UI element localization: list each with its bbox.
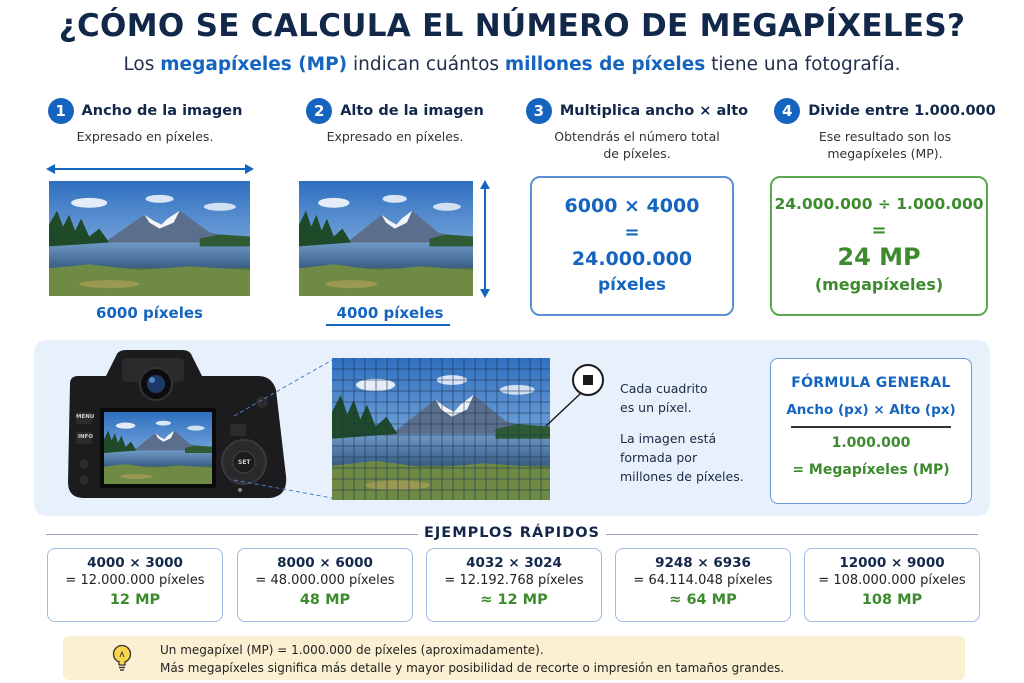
width-label: 6000 píxeles <box>96 304 203 322</box>
multiply-result-box <box>530 176 734 316</box>
example-mp: ≈ 64 MP <box>669 592 737 608</box>
example-mp: 108 MP <box>861 592 923 608</box>
example-total: = 108.000.000 píxeles <box>818 573 966 588</box>
example-dimensions: 4000 × 3000 <box>87 555 183 571</box>
example-card <box>615 548 791 622</box>
pixel-explanation <box>620 379 744 486</box>
pixel-text-line: formada por <box>620 450 698 465</box>
note-line-1: Un megapíxel (MP) = 1.000.000 de píxeles (aproximadamente). <box>160 643 544 657</box>
step-number: 3 <box>526 98 552 124</box>
example-mp: 48 MP <box>299 592 351 608</box>
camera-menu-button: MENU <box>76 414 95 420</box>
camera-set-button: SET <box>238 459 251 466</box>
fraction-line <box>791 426 951 428</box>
height-underline <box>326 324 450 326</box>
example-mp: 12 MP <box>109 592 161 608</box>
formula-numerator: Ancho (px) × Alto (px) <box>786 402 956 418</box>
multiply-expression: 6000 × 4000 <box>564 195 700 217</box>
pixels-word: píxeles <box>598 275 666 295</box>
example-dimensions: 12000 × 9000 <box>839 555 945 571</box>
zoom-lines <box>230 330 340 520</box>
example-total: = 12.192.768 píxeles <box>444 573 584 588</box>
subtitle-text: Los <box>123 54 161 75</box>
divide-result-box <box>770 176 988 316</box>
general-formula-box <box>770 358 972 504</box>
pixel-text-line: es un píxel. <box>620 400 692 415</box>
formula-denominator: 1.000.000 <box>831 434 911 451</box>
landscape-photo-height <box>299 181 473 296</box>
width-arrow-icon <box>46 162 254 176</box>
pixel-text-line: La imagen está <box>620 431 717 446</box>
formula-title: FÓRMULA GENERAL <box>791 375 951 391</box>
total-pixels: 24.000.000 <box>571 248 693 270</box>
page-title: ¿CÓMO SE CALCULA EL NÚMERO DE MEGAPÍXELES? <box>58 8 966 44</box>
step-number: 1 <box>48 98 74 124</box>
step-description: Ese resultado son los megapíxeles (MP). <box>818 129 952 161</box>
example-dimensions: 4032 × 3024 <box>466 555 562 571</box>
pixel-text-line: millones de píxeles. <box>620 469 744 484</box>
example-card <box>804 548 980 622</box>
example-card <box>47 548 223 622</box>
pixelated-image <box>332 358 550 500</box>
step-title: Multiplica ancho × alto <box>559 103 749 119</box>
step-number: 4 <box>774 98 800 124</box>
info-note <box>63 636 965 680</box>
example-card <box>426 548 602 622</box>
step-title: Divide entre 1.000.000 <box>808 103 996 119</box>
step-title: Ancho de la imagen <box>81 103 243 119</box>
height-arrow-icon <box>478 180 492 298</box>
example-mp: ≈ 12 MP <box>480 592 548 608</box>
subtitle-highlight-mp: megapíxeles (MP) <box>160 54 348 75</box>
pixel-text-line: Cada cuadrito <box>620 381 708 396</box>
divide-expression: 24.000.000 ÷ 1.000.000 <box>774 195 984 213</box>
step-description: Expresado en píxeles. <box>326 129 464 144</box>
step-2 <box>275 98 515 145</box>
landscape-photo-width <box>49 181 250 296</box>
subtitle-text: tiene una fotografía. <box>705 54 901 75</box>
equals-sign: = <box>624 222 640 243</box>
example-dimensions: 9248 × 6936 <box>655 555 751 571</box>
megapixels-result: 24 MP <box>837 243 921 271</box>
example-total: = 12.000.000 píxeles <box>65 573 205 588</box>
step-4 <box>760 98 1010 162</box>
subtitle-highlight-millions: millones de píxeles <box>504 54 706 75</box>
note-line-2: Más megapíxeles significa más detalle y mayor posibilidad de recorte o impresión en tamaños grandes. <box>160 661 785 675</box>
step-title: Alto de la imagen <box>340 103 484 119</box>
example-total: = 48.000.000 píxeles <box>255 573 395 588</box>
subtitle-text: indican cuántos <box>347 54 505 75</box>
formula-result: = Megapíxeles (MP) <box>792 461 950 478</box>
magnified-pixel-icon <box>540 362 604 432</box>
page-subtitle <box>0 54 1024 75</box>
step-number: 2 <box>306 98 332 124</box>
example-total: = 64.114.048 píxeles <box>633 573 773 588</box>
height-label: 4000 píxeles <box>336 304 444 322</box>
equals-sign: = <box>871 220 887 241</box>
step-3 <box>512 98 762 162</box>
step-description: Obtendrás el número total de píxeles. <box>554 129 720 161</box>
camera-info-button: INFO <box>78 434 94 440</box>
examples-title: EJEMPLOS RÁPIDOS <box>423 525 601 541</box>
step-description: Expresado en píxeles. <box>76 129 214 144</box>
example-dimensions: 8000 × 6000 <box>277 555 373 571</box>
megapixels-word: (megapíxeles) <box>814 275 944 294</box>
step-1 <box>25 98 265 145</box>
lightbulb-icon <box>111 643 133 673</box>
example-card <box>237 548 413 622</box>
